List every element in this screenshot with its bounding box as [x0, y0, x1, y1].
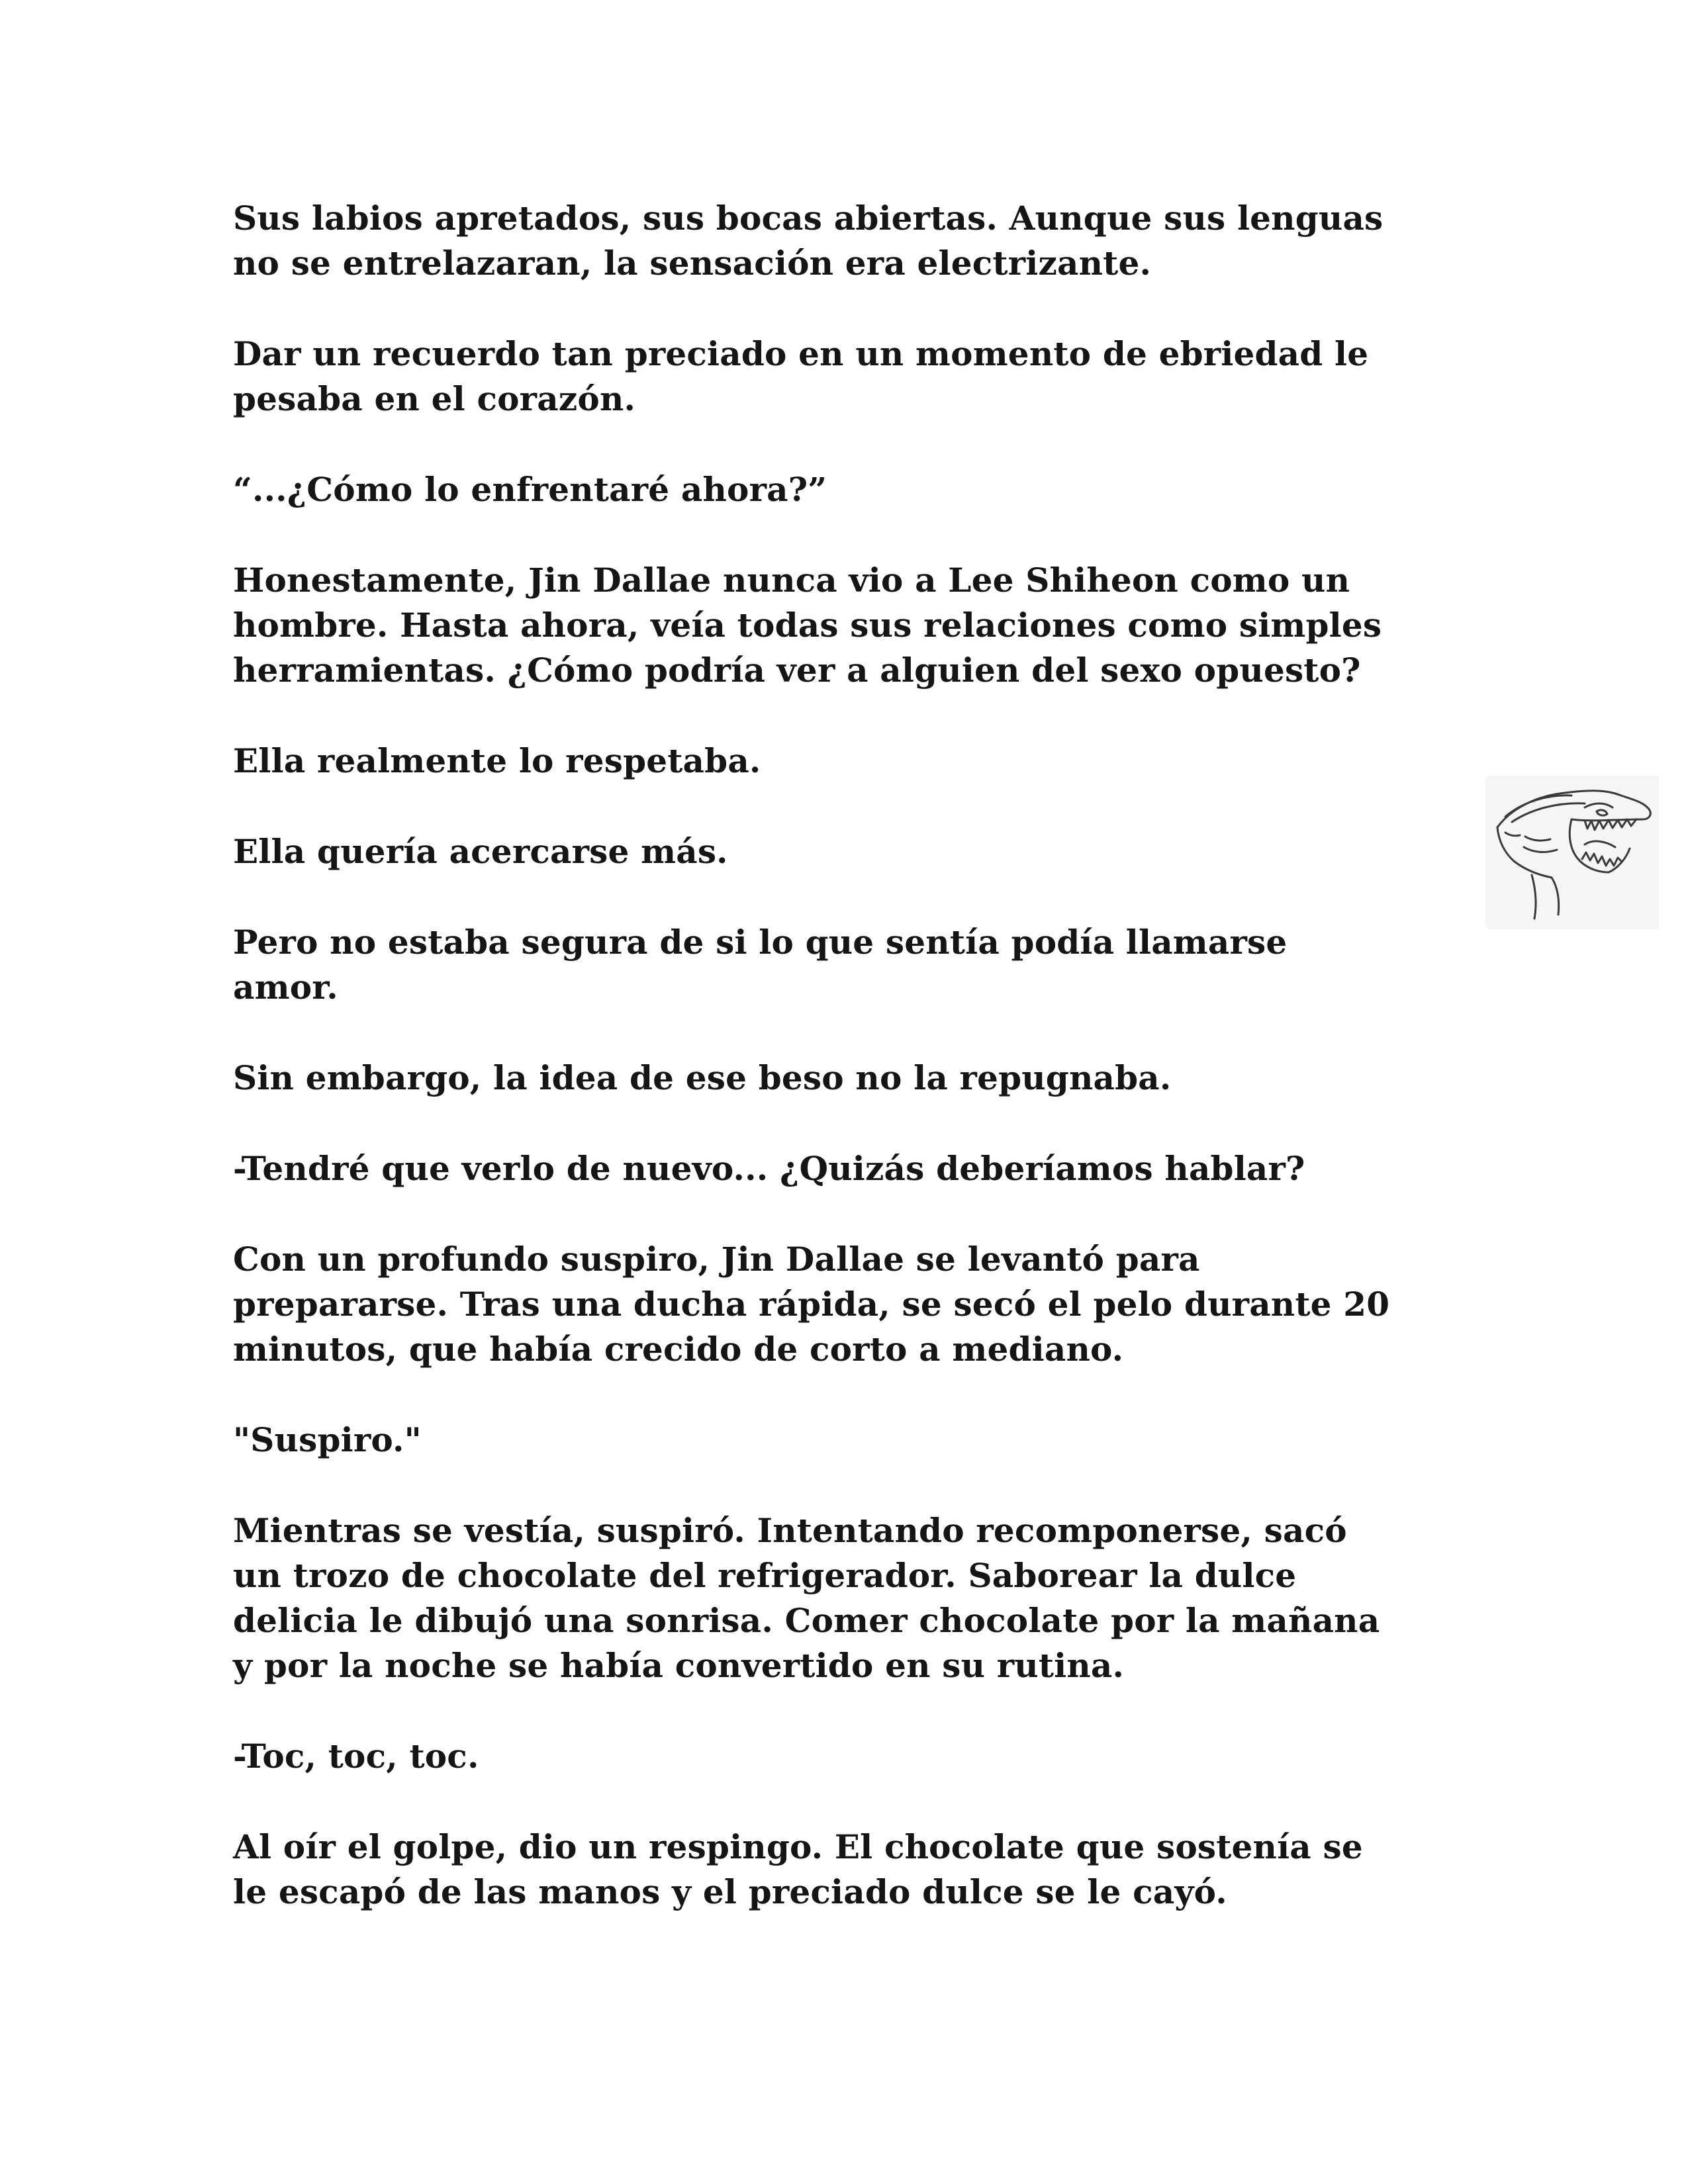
text-line: Ella quería acercarse más. — [233, 832, 728, 871]
text-line: Dar un recuerdo tan preciado en un momento de ebriedad le — [233, 334, 1369, 373]
text-line: Mientras se vestía, suspiró. Intentando recomponerse, sacó — [233, 1511, 1347, 1550]
text-line: Al oír el golpe, dio un respingo. El chocolate que sostenía se — [233, 1827, 1363, 1866]
paragraph — [233, 1418, 1491, 1463]
text-line: hombre. Hasta ahora, veía todas sus relaciones como simples — [233, 606, 1382, 645]
paragraph — [233, 467, 1491, 512]
text-line: pesaba en el corazón. — [233, 379, 636, 418]
text-line: "Suspiro." — [233, 1420, 422, 1459]
text-line: y por la noche se había convertido en su rutina. — [233, 1646, 1125, 1685]
text-line: -Tendré que verlo de nuevo... ¿Quizás deberíamos hablar? — [233, 1149, 1305, 1188]
text-line: le escapó de las manos y el preciado dulce se le cayó. — [233, 1872, 1227, 1911]
text-line: Sus labios apretados, sus bocas abiertas. Aunque sus lenguas — [233, 199, 1383, 238]
text-line: Sin embargo, la idea de ese beso no la repugnaba. — [233, 1058, 1172, 1097]
text-line: amor. — [233, 968, 338, 1007]
text-line: “...¿Cómo lo enfrentaré ahora?” — [233, 470, 827, 509]
text-line: no se entrelazaran, la sensación era electrizante. — [233, 244, 1152, 283]
paragraph — [233, 332, 1491, 422]
text-line: Pero no estaba segura de si lo que sentía podía llamarse — [233, 923, 1288, 962]
paragraph — [233, 920, 1491, 1010]
dinosaur-head-sketch-icon — [1485, 776, 1659, 929]
paragraph — [233, 558, 1491, 693]
text-line: Honestamente, Jin Dallae nunca vio a Lee Shiheon como un — [233, 561, 1350, 600]
paragraph — [233, 1508, 1491, 1688]
paragraph — [233, 1056, 1491, 1101]
text-line: un trozo de chocolate del refrigerador. Saborear la dulce — [233, 1556, 1297, 1595]
text-line: Con un profundo suspiro, Jin Dallae se levantó para — [233, 1240, 1200, 1279]
paragraph — [233, 1237, 1491, 1372]
paragraph — [233, 829, 1491, 874]
text-line: delicia le dibujó una sonrisa. Comer chocolate por la mañana — [233, 1601, 1380, 1640]
paragraph — [233, 196, 1491, 286]
paragraph — [233, 1146, 1491, 1191]
text-line: prepararse. Tras una ducha rápida, se secó el pelo durante 20 — [233, 1285, 1390, 1324]
text-line: herramientas. ¿Cómo podría ver a alguien del sexo opuesto? — [233, 651, 1361, 690]
body-text — [233, 196, 1491, 1960]
text-line: -Toc, toc, toc. — [233, 1737, 479, 1776]
text-line: minutos, que había crecido de corto a mediano. — [233, 1330, 1124, 1369]
paragraph — [233, 739, 1491, 784]
text-line: Ella realmente lo respetaba. — [233, 741, 761, 780]
paragraph — [233, 1734, 1491, 1779]
paragraph — [233, 1825, 1491, 1915]
